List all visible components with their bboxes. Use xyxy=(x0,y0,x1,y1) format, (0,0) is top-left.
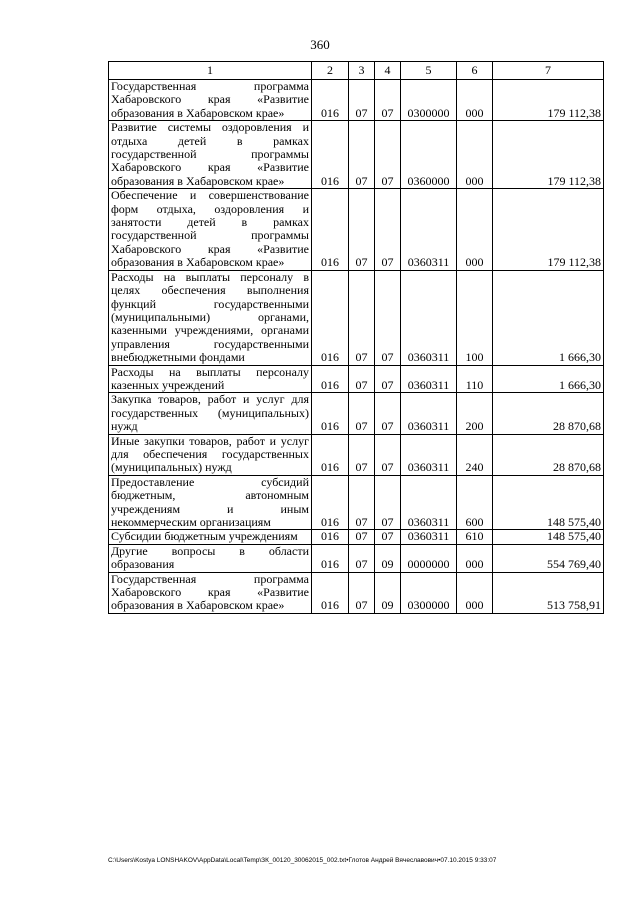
expense-type-cell: 000 xyxy=(457,544,493,572)
section-code-cell: 07 xyxy=(349,365,375,393)
subsection-code-cell: 07 xyxy=(375,365,401,393)
target-article-cell: 0300000 xyxy=(401,80,457,121)
table-row xyxy=(109,80,604,121)
subsection-code-cell: 07 xyxy=(375,270,401,365)
subsection-code-cell: 07 xyxy=(375,434,401,475)
row-name-cell: Расходы на выплаты персоналу казенных учреждений xyxy=(109,365,312,393)
ministry-code-cell: 016 xyxy=(312,365,349,393)
section-code-cell: 07 xyxy=(349,270,375,365)
subsection-code-cell: 07 xyxy=(375,80,401,121)
row-name-cell: Субсидии бюджетным учреждениям xyxy=(109,530,312,544)
expense-type-cell: 000 xyxy=(457,121,493,189)
ministry-code-cell: 016 xyxy=(312,544,349,572)
subsection-code-cell: 07 xyxy=(375,393,401,434)
amount-cell: 1 666,30 xyxy=(493,270,604,365)
ministry-code-cell: 016 xyxy=(312,270,349,365)
expense-type-cell: 200 xyxy=(457,393,493,434)
target-article-cell: 0360311 xyxy=(401,189,457,270)
amount-cell: 554 769,40 xyxy=(493,544,604,572)
section-code-cell: 07 xyxy=(349,544,375,572)
expense-type-cell: 110 xyxy=(457,365,493,393)
subsection-code-cell: 09 xyxy=(375,544,401,572)
table-row xyxy=(109,189,604,270)
table-row xyxy=(109,544,604,572)
expense-type-cell: 100 xyxy=(457,270,493,365)
expense-type-cell: 600 xyxy=(457,475,493,530)
ministry-code-cell: 016 xyxy=(312,434,349,475)
section-code-cell: 07 xyxy=(349,475,375,530)
column-header: 6 xyxy=(457,62,493,80)
amount-cell: 148 575,40 xyxy=(493,530,604,544)
column-header: 5 xyxy=(401,62,457,80)
table-row xyxy=(109,365,604,393)
row-name-cell: Государственная программа Хабаровского края «Развитие образования в Хабаровском крае» xyxy=(109,80,312,121)
section-code-cell: 07 xyxy=(349,434,375,475)
ministry-code-cell: 016 xyxy=(312,80,349,121)
amount-cell: 179 112,38 xyxy=(493,121,604,189)
column-header: 7 xyxy=(493,62,604,80)
table-row xyxy=(109,572,604,613)
amount-cell: 513 758,91 xyxy=(493,572,604,613)
subsection-code-cell: 07 xyxy=(375,189,401,270)
subsection-code-cell: 07 xyxy=(375,121,401,189)
row-name-cell: Расходы на выплаты персоналу в целях обеспечения выполнения функций государственными (муниципальными) органами, казенными учреждениями, органами управления государственными внебюджетными фондами xyxy=(109,270,312,365)
section-code-cell: 07 xyxy=(349,189,375,270)
column-header: 1 xyxy=(109,62,312,80)
expense-type-cell: 000 xyxy=(457,80,493,121)
target-article-cell: 0360311 xyxy=(401,270,457,365)
ministry-code-cell: 016 xyxy=(312,189,349,270)
target-article-cell: 0360311 xyxy=(401,393,457,434)
column-header: 2 xyxy=(312,62,349,80)
target-article-cell: 0300000 xyxy=(401,572,457,613)
table-row xyxy=(109,434,604,475)
budget-table xyxy=(108,61,604,614)
row-name-cell: Иные закупки товаров, работ и услуг для обеспечения государственных (муниципальных) нужд xyxy=(109,434,312,475)
amount-cell: 179 112,38 xyxy=(493,189,604,270)
target-article-cell: 0360311 xyxy=(401,530,457,544)
row-name-cell: Предоставление субсидий бюджетным, автономным учреждениям и иным некоммерческим организациям xyxy=(109,475,312,530)
section-code-cell: 07 xyxy=(349,121,375,189)
page-number: 360 xyxy=(310,37,330,52)
section-code-cell: 07 xyxy=(349,572,375,613)
target-article-cell: 0360311 xyxy=(401,365,457,393)
header-row xyxy=(109,62,604,80)
ministry-code-cell: 016 xyxy=(312,475,349,530)
ministry-code-cell: 016 xyxy=(312,393,349,434)
ministry-code-cell: 016 xyxy=(312,121,349,189)
ministry-code-cell: 016 xyxy=(312,530,349,544)
expense-type-cell: 000 xyxy=(457,189,493,270)
section-code-cell: 07 xyxy=(349,393,375,434)
subsection-code-cell: 09 xyxy=(375,572,401,613)
column-header: 4 xyxy=(375,62,401,80)
subsection-code-cell: 07 xyxy=(375,530,401,544)
file-path-footer: C:\Users\Kostya LONSHAKOV\AppData\Local\Temp\ЗК_00120_30062015_002.txt•Глотов Андрей Вячеславович•07.10.2015 9:33:07 xyxy=(108,857,497,864)
table-row xyxy=(109,475,604,530)
expense-type-cell: 240 xyxy=(457,434,493,475)
row-name-cell: Другие вопросы в области образования xyxy=(109,544,312,572)
row-name-cell: Обеспечение и совершенствование форм отдыха, оздоровления и занятости детей в рамках государственной программы Хабаровского края «Развитие образования в Хабаровском крае» xyxy=(109,189,312,270)
target-article-cell: 0000000 xyxy=(401,544,457,572)
target-article-cell: 0360311 xyxy=(401,475,457,530)
table-row xyxy=(109,270,604,365)
amount-cell: 1 666,30 xyxy=(493,365,604,393)
target-article-cell: 0360000 xyxy=(401,121,457,189)
row-name-cell: Закупка товаров, работ и услуг для государственных (муниципальных) нужд xyxy=(109,393,312,434)
column-header: 3 xyxy=(349,62,375,80)
row-name-cell: Развитие системы оздоровления и отдыха детей в рамках государственной программы Хабаровского края «Развитие образования в Хабаровском крае» xyxy=(109,121,312,189)
subsection-code-cell: 07 xyxy=(375,475,401,530)
section-code-cell: 07 xyxy=(349,530,375,544)
table-row xyxy=(109,121,604,189)
amount-cell: 28 870,68 xyxy=(493,434,604,475)
amount-cell: 148 575,40 xyxy=(493,475,604,530)
row-name-cell: Государственная программа Хабаровского края «Развитие образования в Хабаровском крае» xyxy=(109,572,312,613)
expense-type-cell: 610 xyxy=(457,530,493,544)
amount-cell: 179 112,38 xyxy=(493,80,604,121)
amount-cell: 28 870,68 xyxy=(493,393,604,434)
expense-type-cell: 000 xyxy=(457,572,493,613)
section-code-cell: 07 xyxy=(349,80,375,121)
target-article-cell: 0360311 xyxy=(401,434,457,475)
table-row xyxy=(109,393,604,434)
table-row xyxy=(109,530,604,544)
ministry-code-cell: 016 xyxy=(312,572,349,613)
